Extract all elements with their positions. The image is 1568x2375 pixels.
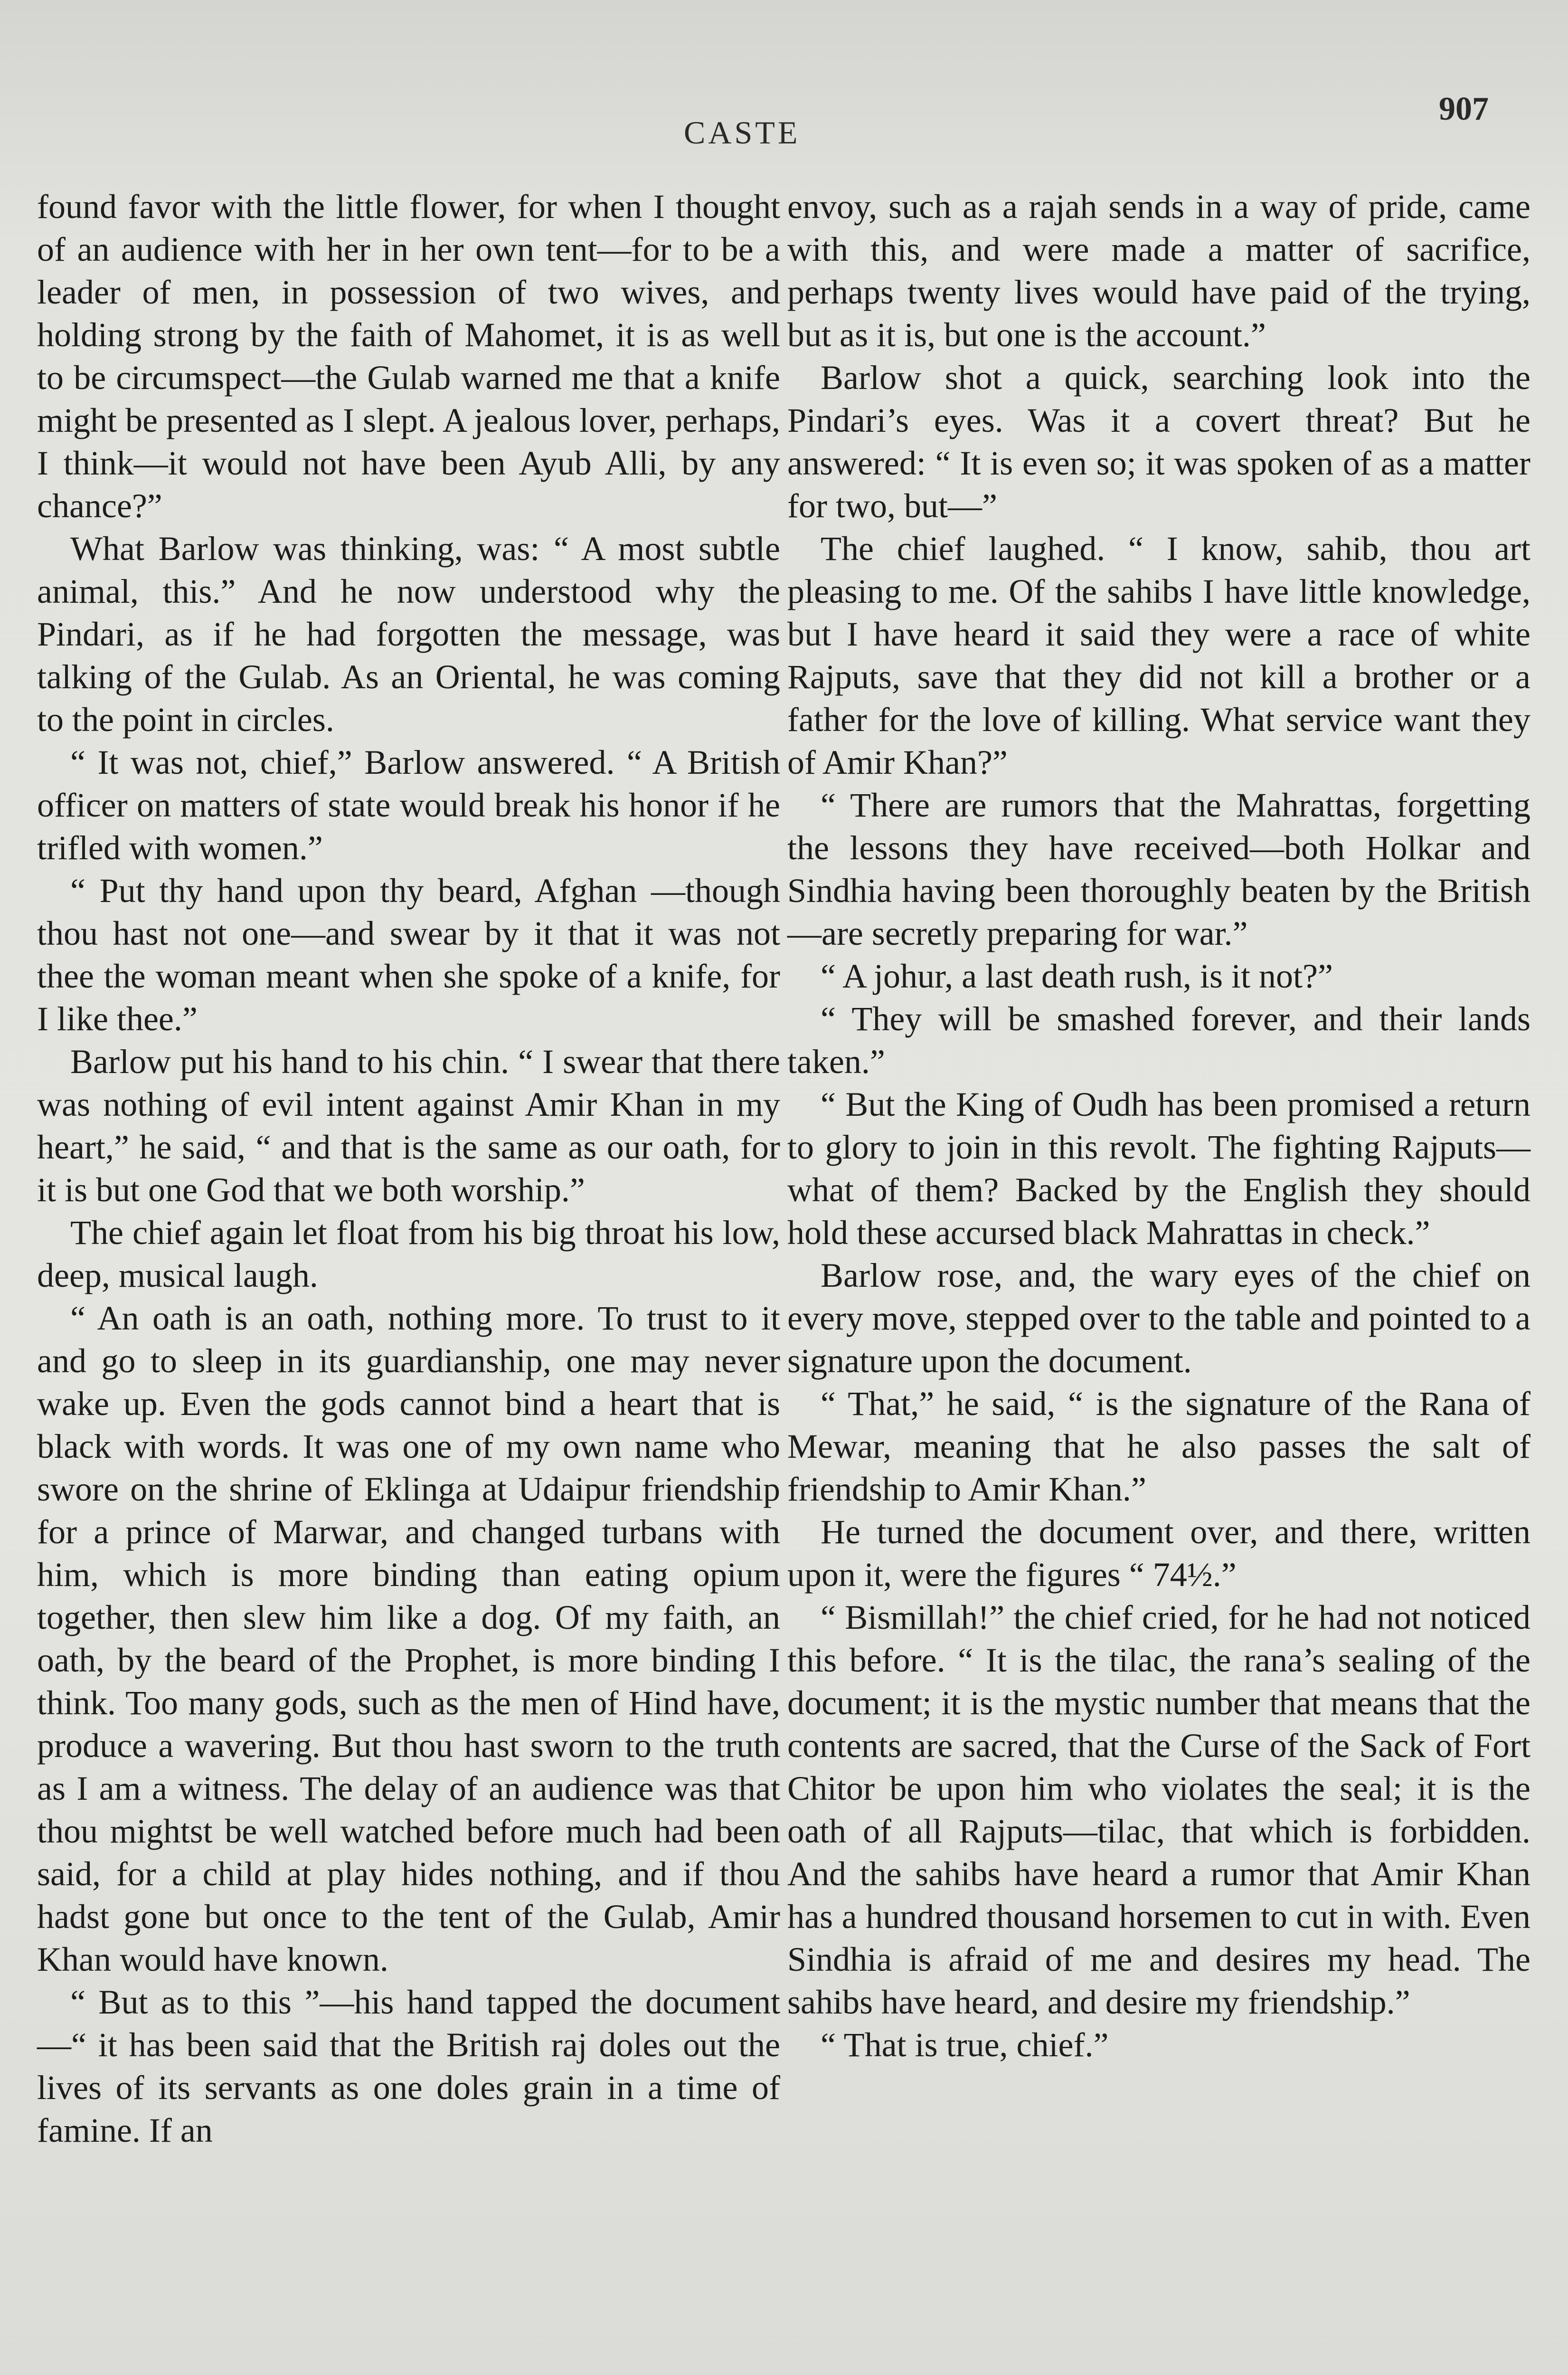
paragraph: The chief laughed. “ I know, sahib, thou art pleasing to me. Of the sahibs I have little knowledge, but I have heard it said they were a race of white Rajputs, save that they did not kill a brother or a father for the love of killing. What service want they of Amir Khan?” (787, 530, 1530, 781)
right-column (787, 185, 1530, 2066)
paragraph: He turned the document over, and there, written upon it, were the figures “ 74½.” (787, 1513, 1530, 1594)
running-head: CASTE (684, 114, 801, 151)
paragraph: “ That is true, chief.” (821, 2026, 1109, 2064)
paragraph: “ That,” he said, “ is the signature of the Rana of Mewar, meaning that he also passes the salt of friendship to Amir Khan.” (787, 1385, 1530, 1508)
paragraph: What Barlow was thinking, was: “ A most subtle animal, this.” And he now understood why the Pindari, as if he had forgotten the message, was talking of the Gulab. As an Oriental, he was coming to the point in circles. (37, 530, 780, 739)
page-number: 907 (1439, 91, 1489, 127)
paragraph: “ They will be smashed forever, and their lands taken.” (787, 1000, 1530, 1081)
paragraph: Barlow put his hand to his chin. “ I swear that there was nothing of evil intent against Amir Khan in my heart,” he said, “ and that is the same as our oath, for it is but one God that we both worship.” (37, 1043, 780, 1209)
paragraph: “ There are rumors that the Mahrattas, forgetting the lessons they have received—both Holkar and Sindhia having been thoroughly beaten by the British—are secretly preparing for war.” (787, 786, 1530, 952)
paragraph: “ It was not, chief,” Barlow answered. “ A British officer on matters of state would break his honor if he trifled with women.” (37, 743, 780, 867)
left-column (37, 185, 780, 2152)
paragraph: found favor with the little flower, for when I thought of an audience with her in her own tent—for to be a leader of men, in possession of two wives, and holding strong by the faith of Mahomet, it is as well to be circumspect—the Gulab warned me that a knife might be presented as I slept. A jealous lover, perhaps, I think—it would not have been Ayub Alli, by any chance?” (37, 188, 780, 525)
paragraph: envoy, such as a rajah sends in a way of pride, came with this, and were made a matter of sacrifice, perhaps twenty lives would have paid of the trying, but as it is, but one is the account.” (787, 188, 1530, 354)
paragraph: Barlow shot a quick, searching look into the Pindari’s eyes. Was it a covert threat? But he answered: “ It is even so; it was spoken of as a matter for two, but—” (787, 359, 1530, 525)
paragraph: “ Bismillah!” the chief cried, for he had not noticed this before. “ It is the tilac, the rana’s sealing of the document; it is the mystic number that means that the contents are sacred, that the Curse of the Sack of Fort Chitor be upon him who violates the seal; it is the oath of all Rajputs—tilac, that which is forbidden. And the sahibs have heard a rumor that Amir Khan has a hundred thousand horsemen to cut in with. Even Sindhia is afraid of me and desires my head. The sahibs have heard, and desire my friendship.” (787, 1598, 1530, 2021)
paragraph: “ A johur, a last death rush, is it not?” (821, 957, 1333, 995)
paragraph: The chief again let float from his big throat his low, deep, musical laugh. (37, 1214, 780, 1294)
paragraph: Barlow rose, and, the wary eyes of the chief on every move, stepped over to the table and pointed to a signature upon the document. (787, 1256, 1530, 1380)
paragraph: “ But the King of Oudh has been promised a return to glory to join in this revolt. The fighting Rajputs—what of them? Backed by the English they should hold these accursed black Mahrattas in check.” (787, 1085, 1530, 1252)
paragraph: “ But as to this ”—his hand tapped the document—“ it has been said that the British raj doles out the lives of its servants as one doles grain in a time of famine. If an (37, 1983, 780, 2149)
page-header (0, 71, 1568, 151)
paragraph: “ An oath is an oath, nothing more. To trust to it and go to sleep in its guardianship, one may never wake up. Even the gods cannot bind a heart that is black with words. It was one of my own name who swore on the shrine of Eklinga at Udaipur friendship for a prince of Marwar, and changed turbans with him, which is more binding than eating opium together, then slew him like a dog. Of my faith, an oath, by the beard of the Prophet, is more binding I think. Too many gods, such as the men of Hind have, produce a wavering. But thou hast sworn to the truth as I am a witness. The delay of an audience was that thou mightst be well watched before much had been said, for a child at play hides nothing, and if thou hadst gone but once to the tent of the Gulab, Amir Khan would have known. (37, 1299, 780, 1978)
paragraph: “ Put thy hand upon thy beard, Afghan —though thou hast not one—and swear by it that it was not thee the woman meant when she spoke of a knife, for I like thee.” (37, 872, 780, 1038)
